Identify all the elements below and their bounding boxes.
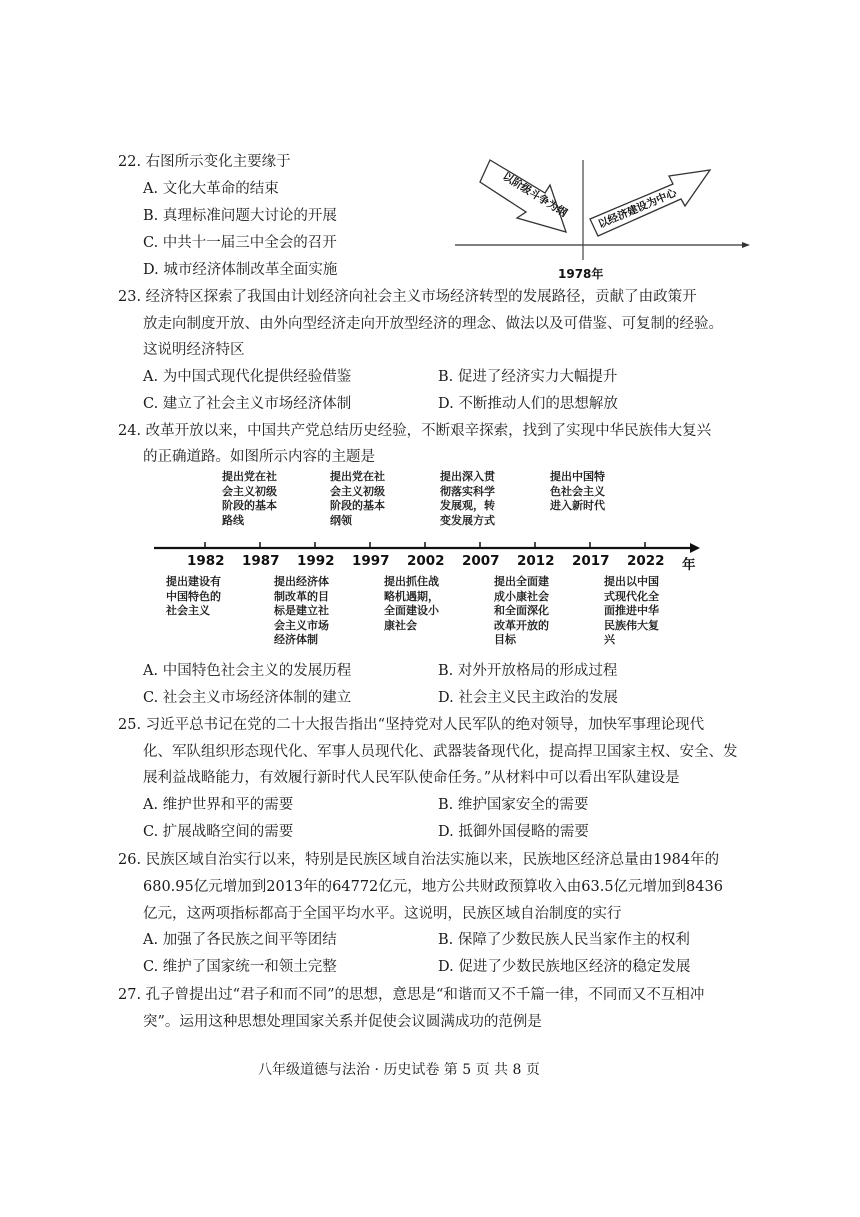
year-1992: 1992: [297, 553, 335, 569]
year-1978-label: 1978年: [558, 267, 604, 281]
q22-option-a[interactable]: A. 文化大革命的结束: [143, 181, 279, 197]
q26-line-2: 680.95亿元增加到2013年的64772亿元，地方公共财政预算收入由63.5亿元增加到8436: [143, 879, 723, 895]
q24-line-1: 24. 改革开放以来，中国共产党总结历史经验，不断艰辛探索，找到了实现中华民族伟大复兴: [118, 423, 712, 439]
q26-option-d[interactable]: D. 促进了少数民族地区经济的稳定发展: [438, 959, 691, 975]
q25-option-a[interactable]: A. 维护世界和平的需要: [143, 797, 294, 813]
q27-line-2: 突”。运用这种思想处理国家关系并促使会议圆满成功的范例是: [143, 1014, 542, 1030]
q24-line-2: 的正确道路。如图所示内容的主题是: [143, 449, 375, 465]
q23-option-b[interactable]: B. 促进了经济实力大幅提升: [438, 369, 618, 385]
q22-stem: 22. 右图所示变化主要缘于: [118, 154, 291, 170]
q26-line-1: 26. 民族区域自治实行以来，特别是民族区域自治法实施以来，民族地区经济总量由1984年的: [118, 852, 720, 868]
q25-option-d[interactable]: D. 抵御外国侵略的需要: [438, 824, 589, 840]
q25-line-1: 25. 习近平总书记在党的二十大报告指出“坚持党对人民军队的绝对领导，加快军事理论现代: [118, 717, 705, 733]
year-2017: 2017: [572, 553, 610, 569]
q27-line-1: 27. 孔子曾提出过“君子和而不同”的思想，意思是“和谐而又不千篇一律，不同而又不互相冲: [118, 987, 705, 1003]
arrow-left-label: 以阶级斗争为纲: [500, 170, 570, 220]
timeline-top-4: 提出中国特 色社会主义 进入新时代: [550, 470, 605, 512]
q23-line-2: 放走向制度开放、由外向型经济走向开放型经济的理念、做法以及可借鉴、可复制的经验。: [143, 316, 723, 332]
arrow-up-right: [590, 170, 710, 236]
q23-line-1: 23. 经济特区探索了我国由计划经济向社会主义市场经济转型的发展路径，贡献了由政策开: [118, 289, 697, 305]
year-2007: 2007: [462, 553, 500, 569]
year-2012: 2012: [517, 553, 555, 569]
timeline-bottom-2: 提出经济体 制改革的目 标是建立社 会主义市场 经济体制: [274, 575, 329, 646]
q24-option-d[interactable]: D. 社会主义民主政治的发展: [438, 690, 618, 706]
timeline-bottom-3: 提出抓住战 略机遇期， 全面建设小 康社会: [384, 575, 439, 632]
q25-option-b[interactable]: B. 维护国家安全的需要: [438, 797, 589, 813]
q25-line-3: 展利益战略能力，有效履行新时代人民军队使命任务。”从材料中可以看出军队建设是: [143, 770, 680, 786]
year-1987: 1987: [242, 553, 280, 569]
timeline-top-2: 提出党在社 会主义初级 阶段的基本 纲领: [330, 470, 385, 527]
year-2002: 2002: [407, 553, 445, 569]
axis-arrowhead: [742, 242, 750, 248]
arrow-down-right: [480, 160, 570, 232]
timeline-bottom-5: 提出以中国 式现代化全 面推进中华 民族伟大复 兴: [604, 575, 659, 646]
q26-option-a[interactable]: A. 加强了各民族之间平等团结: [143, 932, 337, 948]
year-2022: 2022: [627, 553, 665, 569]
q25-line-2: 化、军队组织形态现代化、军事人员现代化、武器装备现代化，提高捍卫国家主权、安全、发: [143, 744, 738, 760]
timeline-top-1: 提出党在社 会主义初级 阶段的基本 路线: [222, 470, 277, 527]
q26-line-3: 亿元，这两项指标都高于全国平均水平。这说明，民族区域自治制度的实行: [143, 906, 622, 922]
q24-option-c[interactable]: C. 社会主义市场经济体制的建立: [143, 690, 352, 706]
q22-option-b[interactable]: B. 真理标准问题大讨论的开展: [143, 208, 337, 224]
year-unit: 年: [682, 557, 696, 573]
q26-option-c[interactable]: C. 维护了国家统一和领土完整: [143, 959, 337, 975]
timeline-top-3: 提出深入贯 彻落实科学 发展观，转 变发展方式: [440, 470, 495, 527]
q25-option-c[interactable]: C. 扩展战略空间的需要: [143, 824, 294, 840]
page-footer: 八年级道德与法治 · 历史试卷 第 5 页 共 8 页: [258, 1062, 540, 1078]
arrow-right-label: 以经济建设为中心: [596, 186, 679, 231]
year-1982: 1982: [187, 553, 225, 569]
timeline-bottom-1: 提出建设有 中国特色的 社会主义: [166, 575, 221, 617]
q22-option-c[interactable]: C. 中共十一届三中全会的召开: [143, 235, 337, 251]
q23-line-3: 这说明经济特区: [143, 342, 245, 358]
q24-option-a[interactable]: A. 中国特色社会主义的发展历程: [143, 663, 352, 679]
q23-option-c[interactable]: C. 建立了社会主义市场经济体制: [143, 396, 352, 412]
timeline-bottom-4: 提出全面建 成小康社会 和全面深化 改革开放的 目标: [494, 575, 549, 646]
q22-figure: [450, 148, 750, 288]
q24-option-b[interactable]: B. 对外开放格局的形成过程: [438, 663, 618, 679]
year-1997: 1997: [352, 553, 390, 569]
q23-option-a[interactable]: A. 为中国式现代化提供经验借鉴: [143, 369, 352, 385]
q23-option-d[interactable]: D. 不断推动人们的思想解放: [438, 396, 618, 412]
q26-option-b[interactable]: B. 保障了少数民族人民当家作主的权利: [438, 932, 690, 948]
q22-option-d[interactable]: D. 城市经济体制改革全面实施: [143, 262, 338, 278]
